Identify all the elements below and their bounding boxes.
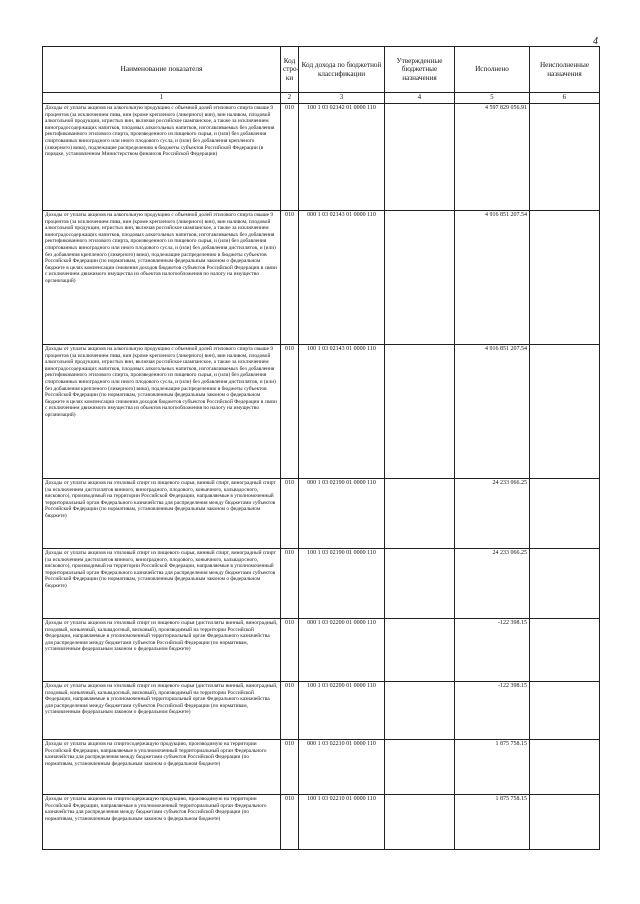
row-kbk: 100 1 03 02143 01 0000 110 [299,345,385,479]
budget-execution-table [42,46,600,850]
header-approved: Утвержденные бюджетные назначения [385,47,455,93]
row-code: 010 [281,740,299,795]
column-number: 5 [455,93,530,104]
row-approved [385,479,455,549]
header-kbk: Код дохода по бюджетной классификации [299,47,385,93]
row-unexecuted [530,795,600,850]
row-code: 010 [281,682,299,740]
row-code: 010 [281,104,299,211]
row-executed: 4 597 829 056.91 [455,104,530,211]
row-code: 010 [281,619,299,682]
row-unexecuted [530,740,600,795]
row-kbk: 100 1 03 02200 01 0000 110 [299,682,385,740]
row-executed: 1 875 758.15 [455,795,530,850]
row-name: Доходы от уплаты акцизов на этиловый спирт из пищевого сырья, винный спирт, виноградный спирт (за исключением дистиллятов винного, виноградного, плодового, коньячного, кальвадосного, вискового), производимый на территории Российской Федерации, направляемые в уполномоченный территориальный орган Федерального казначейства для распределения между бюджетами субъектов Российской Федерации (по нормативам, установленным федеральным законом о федеральном бюджете) [43,479,281,549]
row-unexecuted [530,104,600,211]
header-code: Код стро- ки [281,47,299,93]
header-executed: Исполнено [455,47,530,93]
row-name: Доходы от уплаты акцизов на алкогольную продукцию с объемной долей этилового спирта свыше 9 процентов (за исключением пива, вин (кроме крепленого (ликерного) вин), вин наливом, плодовой алкогольной продукции, игристых вин, включая российское шампанское, а также за исключением виноградосодержащих напитков, плодовых алкогольных напитков, изготавливаемых без добавления ректификованного этилового спирта, произведенного из пищевого сырья, и (или) без добавления спиртованных виноградного или иного плодового сусла, и (или) без добавления дистиллятов, и (или) без добавления крепленого (ликерного) вина), подлежащие распределению в бюджеты субъектов Российской Федерации (по нормативам, установленным федеральным законом о федеральном бюджете в целях компенсации снижения доходов бюджетов субъектов Российской Федерации в связи с исключением движимого имущества из объектов налогообложения по налогу на имущество организаций) [43,345,281,479]
row-executed: 4 916 851 207.54 [455,345,530,479]
row-unexecuted [530,619,600,682]
row-kbk: 100 1 03 02190 01 0000 110 [299,549,385,619]
row-executed: 4 916 851 207.54 [455,211,530,345]
table-row [43,682,600,740]
header-name: Наименование показателя [43,47,281,93]
table-row [43,795,600,850]
table-row [43,211,600,345]
row-name: Доходы от уплаты акцизов на алкогольную продукцию с объемной долей этилового спирта свыше 9 процентов (за исключением пива, вин (кроме крепленого (ликерного) вин), вин наливом, плодовой алкогольной продукции, игристых вин, включая российское шампанское, а также за исключением виноградосодержащих напитков, плодовых алкогольных напитков, изготавливаемых без добавления ректификованного этилового спирта, произведенного из пищевого сырья, и (или) без добавления спиртованных виноградного или иного плодового сусла, и (или) без добавления крепленого (ликерного) вина), подлежащие распределению в бюджеты субъектов Российской Федерации (в порядке, установленном Министерством финансов Российской Федерации) [43,104,281,211]
row-code: 010 [281,345,299,479]
table-row [43,740,600,795]
row-name: Доходы от уплаты акцизов на алкогольную продукцию с объемной долей этилового спирта свыше 9 процентов (за исключением пива, вин (кроме крепленого (ликерного) вин), вин наливом, плодовой алкогольной продукции, игристых вин, включая российское шампанское, а также за исключением виноградосодержащих напитков, плодовых алкогольных напитков, изготавливаемых без добавления ректификованного этилового спирта, произведенного из пищевого сырья, и (или) без добавления спиртованных виноградного или иного плодового сусла, и (или) без добавления дистиллятов, и (или) без добавления крепленого (ликерного) вина), подлежащие распределению в бюджеты субъектов Российской Федерации (по нормативам, установленным федеральным законом о федеральном бюджете в целях компенсации снижения доходов бюджетов субъектов Российской Федерации в связи с исключением движимого имущества из объектов налогообложения по налогу на имущество организаций) [43,211,281,345]
column-number: 4 [385,93,455,104]
column-number: 1 [43,93,281,104]
row-kbk: 000 1 03 02210 01 0000 110 [299,740,385,795]
page-number: 4 [593,36,598,47]
row-name: Доходы от уплаты акцизов на этиловый спирт из пищевого сырья, винный спирт, виноградный спирт (за исключением дистиллятов винного, виноградного, плодового, коньячного, кальвадосного, вискового), производимый на территории Российской Федерации, направляемые в уполномоченный территориальный орган Федерального казначейства для распределения между бюджетами субъектов Российской Федерации (по нормативам, установленным федеральным законом о федеральном бюджете) [43,549,281,619]
row-code: 010 [281,795,299,850]
row-code: 010 [281,479,299,549]
table-row [43,104,600,211]
row-unexecuted [530,479,600,549]
header-row [43,47,600,93]
row-executed: 1 875 758.15 [455,740,530,795]
row-unexecuted [530,682,600,740]
row-name: Доходы от уплаты акцизов на спиртосодержащую продукцию, производимую на территории Российской Федерации, направляемые в уполномоченный территориальный орган Федерального казначейства для распределения между бюджетами субъектов Российской Федерации (по нормативам, установленным федеральным законом о федеральном бюджете) [43,740,281,795]
row-code: 010 [281,549,299,619]
row-approved [385,211,455,345]
row-kbk: 000 1 03 02143 01 0000 110 [299,211,385,345]
row-approved [385,795,455,850]
row-code: 010 [281,211,299,345]
table-row [43,345,600,479]
row-kbk: 000 1 03 02200 01 0000 110 [299,619,385,682]
table-row [43,549,600,619]
column-number: 6 [530,93,600,104]
row-executed: 24 233 066.25 [455,479,530,549]
row-executed: -122 398.15 [455,682,530,740]
row-unexecuted [530,549,600,619]
row-kbk: 100 1 03 02142 01 0000 110 [299,104,385,211]
table-row [43,619,600,682]
row-name: Доходы от уплаты акцизов на этиловый спирт из пищевого сырья (дистилляты винный, виноградный, плодовый, коньячный, кальвадосный, висковый), производимый на территории Российской Федерации, направляемые в уполномоченный территориальный орган Федерального казначейства для распределения между бюджетами субъектов Российской Федерации (по нормативам, установленным федеральным законом о федеральном бюджете) [43,619,281,682]
row-approved [385,549,455,619]
row-unexecuted [530,211,600,345]
row-executed: 24 233 066.25 [455,549,530,619]
header-unexecuted: Неисполненные назначения [530,47,600,93]
column-numbers-row [43,93,600,104]
row-name: Доходы от уплаты акцизов на этиловый спирт из пищевого сырья (дистилляты винный, виноградный, плодовый, коньячный, кальвадосный, висковый), производимый на территории Российской Федерации, направляемые в уполномоченный территориальный орган Федерального казначейства для распределения между бюджетами субъектов Российской Федерации (по нормативам, установленным федеральным законом о федеральном бюджете) [43,682,281,740]
row-approved [385,619,455,682]
column-number: 2 [281,93,299,104]
row-kbk: 100 1 03 02210 01 0000 110 [299,795,385,850]
row-approved [385,345,455,479]
row-approved [385,682,455,740]
row-unexecuted [530,345,600,479]
row-executed: -122 398.15 [455,619,530,682]
row-approved [385,104,455,211]
row-name: Доходы от уплаты акцизов на спиртосодержащую продукцию, производимую на территории Российской Федерации, направляемые в уполномоченный территориальный орган Федерального казначейства для распределения между бюджетами субъектов Российской Федерации (по нормативам, установленным федеральным законом о федеральном бюджете) [43,795,281,850]
column-number: 3 [299,93,385,104]
row-kbk: 000 1 03 02190 01 0000 110 [299,479,385,549]
row-approved [385,740,455,795]
table-row [43,479,600,549]
